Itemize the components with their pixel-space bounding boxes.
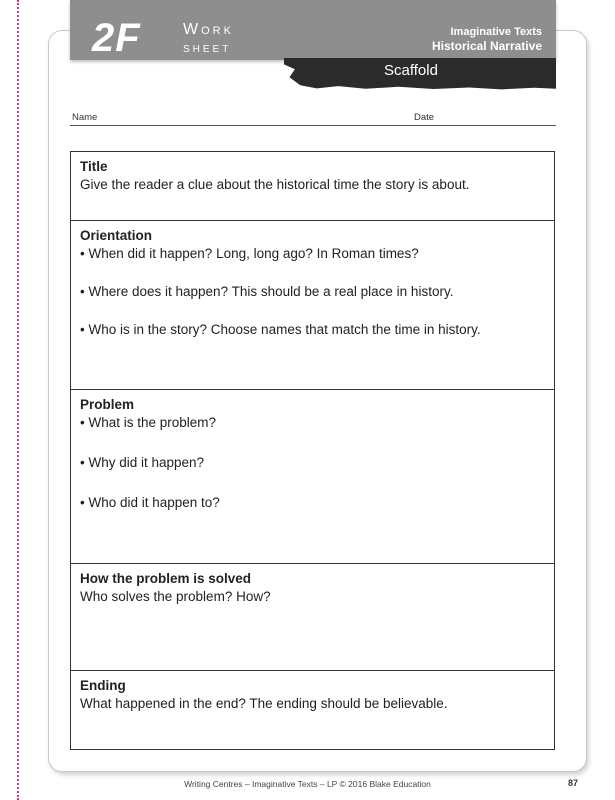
section-problem[interactable] (71, 390, 554, 564)
section-title-heading: Title (80, 159, 108, 174)
section-solved-heading: How the problem is solved (80, 571, 252, 586)
list-item: • Why did it happen? (80, 455, 205, 470)
section-orientation[interactable] (71, 221, 554, 390)
category-label: Imaginative Texts (450, 26, 542, 38)
worksheet-header (70, 0, 556, 60)
date-label: Date (414, 112, 435, 123)
list-item: • Where does it happen? This should be a real place in history. (80, 284, 454, 299)
list-item: • What is the problem? (80, 415, 217, 430)
subcategory-label: Historical Narrative (431, 39, 542, 53)
binding-margin-dots (17, 0, 19, 800)
list-item: • Who is in the story? Choose names that match the time in history. (80, 322, 481, 337)
scaffold-table (70, 151, 555, 750)
section-title[interactable] (71, 152, 554, 221)
section-title-text: Give the reader a clue about the historical time the story is about. (80, 177, 470, 192)
name-date-line[interactable] (70, 125, 556, 126)
footer-credit: Writing Centres – Imaginative Texts – LP © 2016 Blake Education (184, 779, 431, 789)
scaffold-tag: Scaffold (384, 62, 438, 79)
worksheet-code: 2F (92, 16, 141, 60)
section-ending-heading: Ending (80, 678, 126, 693)
section-ending-text: What happened in the end? The ending should be believable. (80, 696, 448, 711)
list-item: • Who did it happen to? (80, 495, 220, 510)
section-solved[interactable] (71, 564, 554, 671)
worksheet-label-line2: sheet (183, 39, 232, 55)
worksheet-label-line1: Work (183, 21, 234, 38)
section-ending[interactable] (71, 671, 554, 749)
section-problem-heading: Problem (80, 397, 135, 412)
name-label: Name (72, 112, 98, 123)
section-solved-text: Who solves the problem? How? (80, 589, 271, 604)
section-orientation-heading: Orientation (80, 228, 153, 243)
list-item: • When did it happen? Long, long ago? In Roman times? (80, 246, 419, 261)
page-number: 87 (568, 778, 579, 788)
